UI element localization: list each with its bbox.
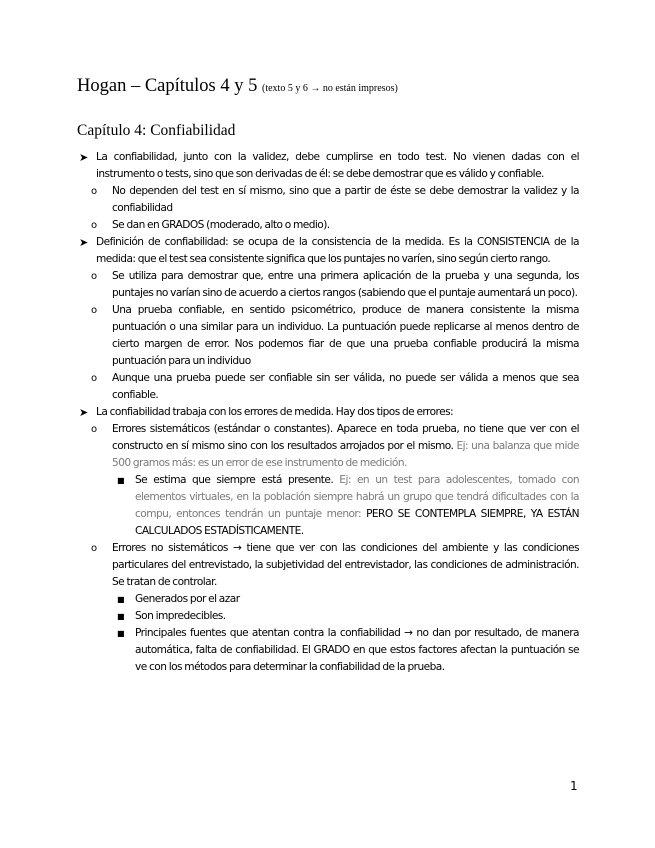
list-item: ➤ La confiabilidad, junto con la validez, debe cumplirse en todo test. No vienen dadas con el instrumento o tests, sino que son derivadas de él: se debe demostrar que es válido y confiable. [79, 151, 579, 180]
list-item: ➤ Definición de confiabilidad: se ocupa de la consistencia de la medida. Es la CONSISTENCIA de la medida: que el test sea consistente significa que los puntajes no varíen, sino según cierto rango. [79, 236, 579, 265]
title-note: (texto 5 y 6 → no están impresos) [262, 83, 398, 94]
circle-bullet-icon: o [91, 373, 97, 384]
list-item: o No dependen del test en sí mismo, sino que a partir de éste se debe demostrar la validez y la confiabilidad [91, 185, 579, 214]
example-text: Ej: una balanza que mide 500 gramos más: es un error de ese instrumento de medición. [112, 440, 579, 469]
list-item: o Errores no sistemáticos → tiene que ver con las condiciones del ambiente y las condiciones particulares del entrevistado, la subjetividad del entrevistador, las condiciones de administración. Se tratan de controlar. [91, 542, 579, 588]
example-text: Ej: en un test para adolescentes, tomado con elementos virtuales, en la población siempre habrá un grupo que tendrá dificultades con la compu, entonces tendrán un puntaje menor: [135, 474, 579, 520]
circle-bullet-icon: o [91, 186, 97, 197]
emphasis-text: PERO SE CONTEMPLA SIEMPRE, YA ESTÁN CALCULADOS ESTADÍSTICAMENTE. [135, 508, 579, 537]
list-item: ■ Generados por el azar [77, 591, 579, 608]
list-item: ■ Son impredecibles. [77, 608, 579, 625]
square-bullet-icon: ■ [117, 612, 125, 621]
list-item: ■ Principales fuentes que atentan contra la confiabilidad → no dan por resultado, de manera automática, falta de confiabilidad. El GRADO en que estos factores afectan la puntuación se ve con los métodos para determinar la confiabilidad de la prueba. [117, 627, 579, 673]
circle-bullet-icon: o [91, 305, 97, 316]
square-bullet-icon: ■ [117, 629, 125, 638]
page-number: 1 [570, 779, 578, 793]
arrow-bullet-icon: ➤ [79, 236, 88, 249]
list-item: o Una prueba confiable, en sentido psicométrico, produce de manera consistente la misma puntuación o una similar para un individuo. La puntuación puede replicarse al menos dentro de cierto margen de error. Nos podemos fiar de que una prueba confiable producirá la misma puntuación para un individuo [91, 304, 579, 367]
arrow-bullet-icon: ➤ [79, 406, 88, 419]
circle-bullet-icon: o [91, 271, 97, 282]
square-bullet-icon: ■ [117, 476, 125, 485]
list-item: o Se dan en GRADOS (moderado, alto o medio). [77, 217, 579, 234]
title-main: Hogan – Capítulos 4 y 5 [77, 76, 258, 96]
square-bullet-icon: ■ [117, 595, 125, 604]
circle-bullet-icon: o [91, 543, 97, 554]
circle-bullet-icon: o [91, 220, 97, 231]
circle-bullet-icon: o [91, 424, 97, 435]
list-item: o Errores sistemáticos (estándar o constantes). Aparece en toda prueba, no tiene que ver con el constructo en sí mismo sino con los resultados arrojados por el mismo. Ej: una balanza que mide 500 gramos más: es un error de ese instrumento de medición. [91, 423, 579, 469]
bullet-list [77, 149, 579, 676]
arrow-bullet-icon: ➤ [79, 151, 88, 164]
list-item: o Aunque una prueba puede ser confiable sin ser válida, no puede ser válida a menos que sea confiable. [91, 372, 579, 401]
list-item: ■ Se estima que siempre está presente. Ej: en un test para adolescentes, tomado con elementos virtuales, en la población siempre habrá un grupo que tendrá dificultades con la compu, entonces tendrán un puntaje menor: PERO SE CONTEMPLA SIEMPRE, YA ESTÁN CALCULADOS ESTADÍSTICAMENTE. [117, 474, 579, 537]
list-item: o Se utiliza para demostrar que, entre una primera aplicación de la prueba y una segunda, los puntajes no varían sino de acuerdo a ciertos rangos (sabiendo que el puntaje aumentará un poco). [91, 270, 579, 299]
document-title [77, 76, 398, 97]
list-item: ➤ La confiabilidad trabaja con los errores de medida. Hay dos tipos de errores: [79, 406, 454, 419]
chapter-heading: Capítulo 4: Confiabilidad [77, 122, 236, 139]
